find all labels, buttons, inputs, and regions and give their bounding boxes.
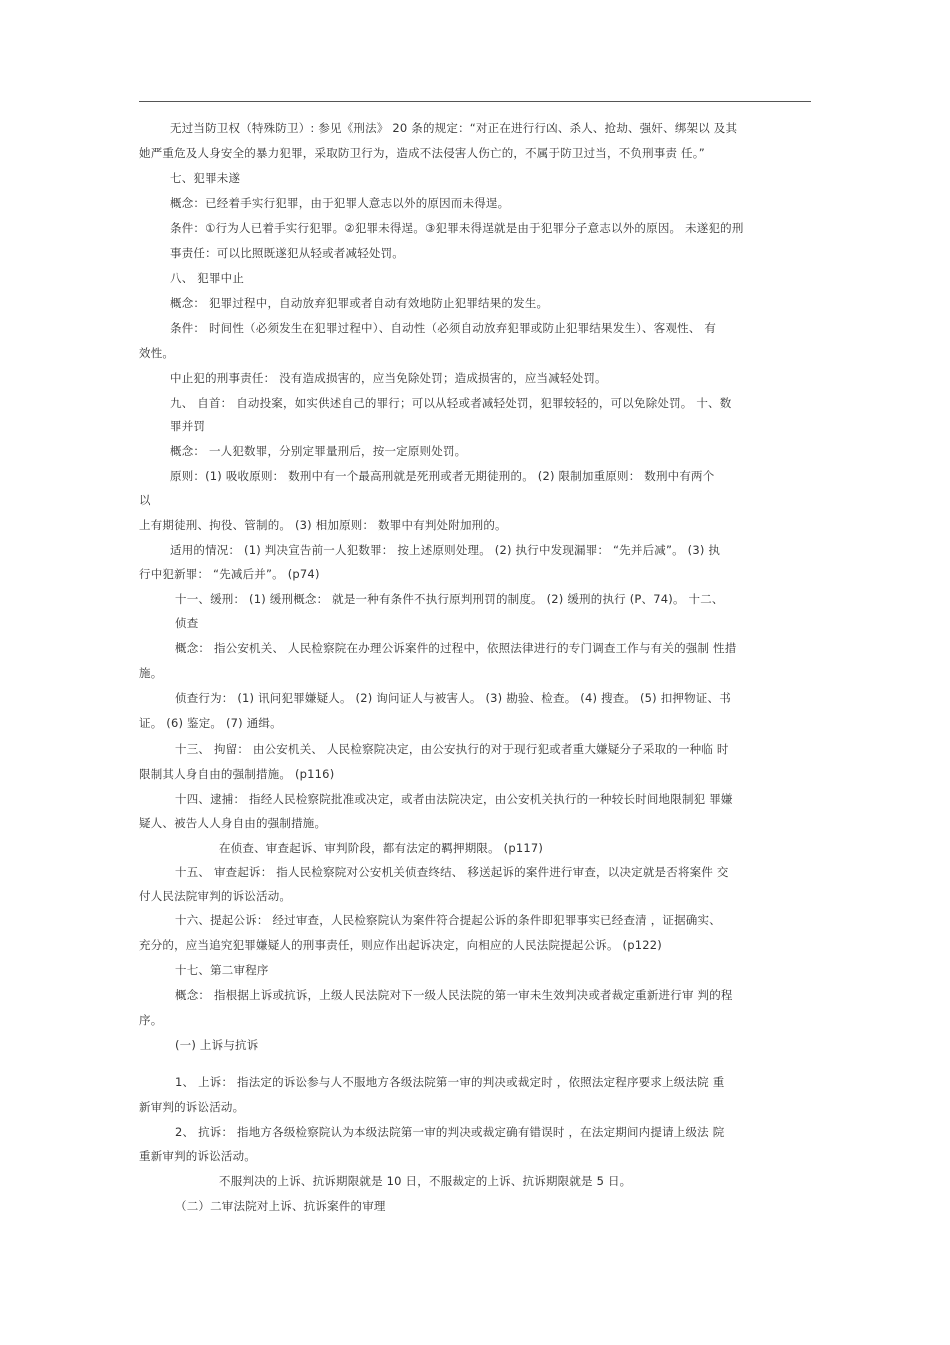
text-line: 十六、提起公诉： 经过审查，人民检察院认为案件符合提起公诉的条件即犯罪事实已经查清 ，证据确实、 (175, 913, 721, 927)
text-line: 概念：已经着手实行犯罪，由于犯罪人意志以外的原因而未得逞。 (170, 196, 510, 210)
text-line: 证。 (6) 鉴定。 (7) 通缉。 (139, 716, 282, 730)
text-line: 十四、逮捕： 指经人民检察院批准或决定，或者由法院决定，由公安机关执行的一种较长时间地限制犯 罪嫌 (175, 792, 733, 806)
text-line: 以 (139, 493, 151, 507)
text-line: 2、 抗诉： 指地方各级检察院认为本级法院第一审的判决或裁定确有错误时 ，在法定期间内提请上级法 院 (175, 1125, 725, 1139)
section-heading: 十七、第二审程序 (175, 963, 269, 977)
text-line: 概念： 一人犯数罪，分别定罪量刑后，按一定原则处罚。 (170, 444, 467, 458)
text-line: 1、 上诉： 指法定的诉讼参与人不服地方各级法院第一审的判决或裁定时 ，依照法定程序要求上级法院 重 (175, 1075, 725, 1089)
text-line: 疑人、被告人人身自由的强制措施。 (139, 816, 327, 830)
text-line: 概念： 犯罪过程中，自动放弃犯罪或者自动有效地防止犯罪结果的发生。 (170, 296, 549, 310)
text-line: 施。 (139, 666, 163, 680)
text-line: 效性。 (139, 346, 175, 360)
text-line: 侦查行为： (1) 讯问犯罪嫌疑人。 (2) 询问证人与被害人。 (3) 勘验、检查。 (4) 搜查。 (5) 扣押物证、书 (175, 691, 731, 705)
text-line: 重新审判的诉讼活动。 (139, 1149, 256, 1163)
text-line: 侦查 (175, 616, 199, 630)
text-line: 十一、缓刑： (1) 缓刑概念： 就是一种有条件不执行原判刑罚的制度。 (2) 缓刑的执行 (P、74)。 十二、 (175, 592, 724, 606)
text-line: 序。 (139, 1013, 163, 1027)
text-line: 上有期徒刑、拘役、管制的。 (3) 相加原则： 数罪中有判处附加刑的。 (139, 518, 507, 532)
text-line: 中止犯的刑事责任： 没有造成损害的，应当免除处罚；造成损害的，应当减轻处罚。 (170, 371, 607, 385)
text-line: 条件：①行为人已着手实行犯罪。②犯罪未得逞。③犯罪未得逞就是由于犯罪分子意志以外的原因。 未遂犯的刑 (170, 221, 744, 235)
text-line: 事责任：可以比照既遂犯从轻或者减轻处罚。 (170, 246, 404, 260)
text-line: 付人民法院审判的诉讼活动。 (139, 889, 292, 903)
section-heading: 八、 犯罪中止 (170, 271, 245, 285)
text-line: 新审判的诉讼活动。 (139, 1100, 245, 1114)
text-line: 原则：(1) 吸收原则： 数刑中有一个最高刑就是死刑或者无期徒刑的。 (2) 限制加重原则： 数刑中有两个 (170, 469, 715, 483)
text-line: 九、 自首： 自动投案，如实供述自己的罪行；可以从轻或者减轻处罚，犯罪较轻的，可以免除处罚。 十、数 (170, 396, 732, 410)
text-line: 适用的情况： (1) 判决宣告前一人犯数罪： 按上述原则处理。 (2) 执行中发现漏罪： “先并后减”。 (3) 执 (170, 543, 721, 557)
text-line: 限制其人身自由的强制措施。 (p116) (139, 767, 335, 781)
text-line: 无过当防卫权（特殊防卫）: 参见《刑法》 20 条的规定：“对正在进行行凶、杀人、抢劫、强奸、绑架以 及其 (170, 121, 738, 135)
text-line: 行中犯新罪： “先减后并”。 (p74) (139, 567, 320, 581)
text-line: 十三、 拘留： 由公安机关、 人民检察院决定，由公安执行的对于现行犯或者重大嫌疑分子采取的一种临 时 (175, 742, 729, 756)
sub-heading: (一) 上诉与抗诉 (175, 1038, 259, 1052)
text-line: 她严重危及人身安全的暴力犯罪，采取防卫行为，造成不法侵害人伤亡的，不属于防卫过当，不负刑事责 任。” (139, 146, 705, 160)
header-rule (139, 101, 811, 102)
text-line: 概念： 指公安机关、 人民检察院在办理公诉案件的过程中，依照法律进行的专门调查工作与有关的强制 性措 (175, 641, 737, 655)
text-line: 不服判决的上诉、抗诉期限就是 10 日，不服裁定的上诉、抗诉期限就是 5 日。 (219, 1174, 632, 1188)
text-line: 充分的，应当追究犯罪嫌疑人的刑事责任，则应作出起诉决定，向相应的人民法院提起公诉。 (p122) (139, 938, 662, 952)
text-line: 概念： 指根据上诉或抗诉，上级人民法院对下一级人民法院的第一审未生效判决或者裁定重新进行审 判的程 (175, 988, 733, 1002)
text-line: 罪并罚 (170, 419, 206, 433)
text-line: 十五、 审查起诉： 指人民检察院对公安机关侦查终结、 移送起诉的案件进行审查，以决定就是否将案件 交 (175, 865, 729, 879)
section-heading: 七、犯罪未遂 (170, 171, 241, 185)
text-line: 条件： 时间性（必须发生在犯罪过程中）、自动性（必须自动放弃犯罪或防止犯罪结果发生）、客观性、 有 (170, 321, 717, 335)
text-line: 在侦查、审查起诉、审判阶段，都有法定的羁押期限。 (p117) (219, 841, 544, 855)
sub-heading: （二）二审法院对上诉、抗诉案件的审理 (175, 1199, 386, 1213)
